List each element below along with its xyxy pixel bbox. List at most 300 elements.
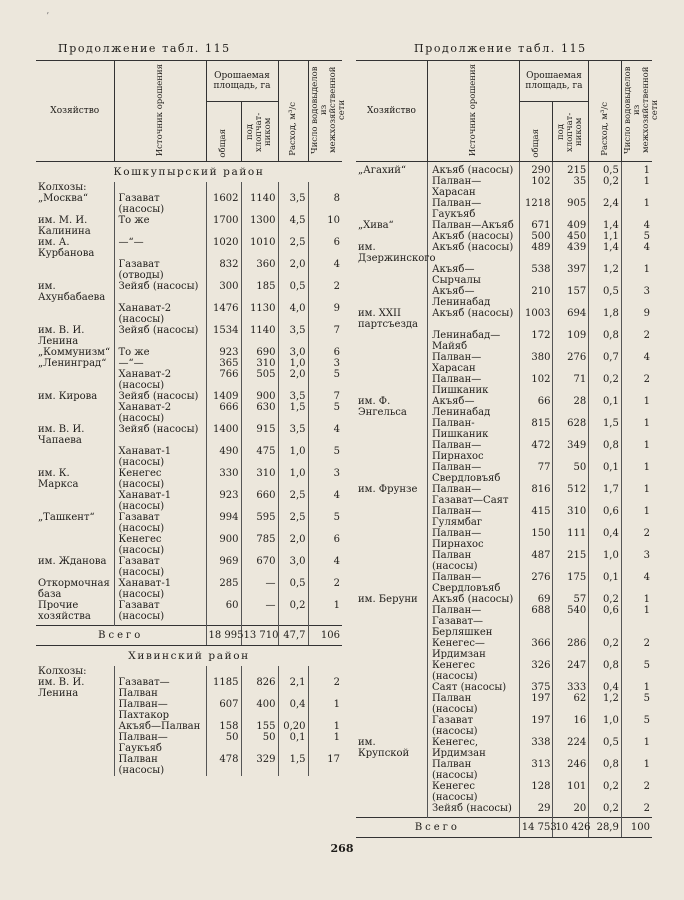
table-row bbox=[36, 347, 342, 358]
area-total-cell: 326 bbox=[519, 660, 553, 682]
table-row bbox=[36, 215, 342, 237]
flow-cell: 1,4 bbox=[589, 242, 622, 264]
header-total: общая bbox=[519, 102, 553, 162]
table-row bbox=[36, 578, 342, 600]
outlet-count-cell: 5 bbox=[621, 231, 652, 242]
outlet-count-cell: 7 bbox=[308, 325, 342, 347]
outlet-count-cell: 5 bbox=[308, 369, 342, 391]
farm-cell bbox=[356, 418, 427, 440]
flow-cell: 3,5 bbox=[278, 424, 308, 446]
farm-cell bbox=[356, 198, 427, 220]
outlet-count-cell: 1 bbox=[621, 396, 652, 418]
flow-cell: 1,0 bbox=[589, 550, 622, 572]
header-flow: Расход, м³/с bbox=[589, 61, 622, 162]
area-cotton-cell: 333 bbox=[553, 682, 589, 693]
table-row bbox=[356, 176, 652, 198]
outlet-count-cell: 2 bbox=[621, 528, 652, 550]
flow-cell: 1,2 bbox=[589, 693, 622, 715]
source-cell: Кенегес (насосы) bbox=[114, 468, 206, 490]
table-row bbox=[356, 682, 652, 693]
table-row bbox=[356, 242, 652, 264]
farm-cell bbox=[36, 402, 114, 424]
source-cell bbox=[114, 666, 206, 677]
outlet-count-cell: 5 bbox=[621, 715, 652, 737]
flow-cell: 1,5 bbox=[589, 418, 622, 440]
area-cotton-cell: 20 bbox=[553, 803, 589, 814]
flow-cell: 1,2 bbox=[589, 264, 622, 286]
area-total-cell: 923 bbox=[206, 347, 241, 358]
farm-cell: им. В. И. Ленина bbox=[38, 677, 85, 699]
table-row bbox=[36, 325, 342, 347]
table-row bbox=[36, 402, 342, 424]
farm-cell bbox=[356, 682, 427, 693]
area-total-cell: 688 bbox=[519, 605, 553, 638]
flow-cell: 0,5 bbox=[278, 578, 308, 600]
total-flow-cell: 47,7 bbox=[278, 626, 308, 646]
area-total-cell: 366 bbox=[519, 638, 553, 660]
outlet-count-cell: 7 bbox=[308, 391, 342, 402]
area-total-cell: 923 bbox=[206, 490, 241, 512]
area-cotton-cell: 900 bbox=[241, 391, 278, 402]
table-row bbox=[36, 534, 342, 556]
area-total-cell: 338 bbox=[519, 737, 553, 759]
right-table-body bbox=[356, 162, 652, 838]
header-farm: Хозяйство bbox=[356, 61, 427, 162]
header-total: общая bbox=[206, 102, 241, 162]
area-cotton-cell: 111 bbox=[553, 528, 589, 550]
header-source: Источник орошения bbox=[427, 61, 519, 162]
farm-cell: „Агахий“ bbox=[358, 165, 407, 176]
page-number: 268 bbox=[330, 842, 354, 855]
flow-cell: 2,5 bbox=[278, 490, 308, 512]
farm-cell: „Коммунизм“ bbox=[38, 347, 111, 358]
outlet-count-cell: 4 bbox=[621, 352, 652, 374]
area-total-cell: 415 bbox=[519, 506, 553, 528]
area-cotton-cell: 224 bbox=[553, 737, 589, 759]
area-total-cell: 478 bbox=[206, 754, 241, 776]
source-cell: Кенегес—Ирдимзан bbox=[427, 638, 519, 660]
source-cell: Саят (насосы) bbox=[427, 682, 519, 693]
table-row bbox=[36, 182, 342, 193]
farm-cell: им. К. Маркса bbox=[38, 468, 79, 490]
outlet-count-cell: 3 bbox=[621, 550, 652, 572]
flow-cell: 0,4 bbox=[589, 528, 622, 550]
source-cell: Зейяб (насосы) bbox=[114, 391, 206, 402]
table-row bbox=[356, 308, 652, 330]
outlet-count-cell bbox=[308, 666, 342, 677]
source-cell: Палван (насосы) bbox=[114, 754, 206, 776]
farm-cell: им. Фрунзе bbox=[358, 484, 418, 495]
area-total-cell: 490 bbox=[206, 446, 241, 468]
farm-cell bbox=[36, 721, 114, 732]
source-cell: Акъяб (насосы) bbox=[427, 308, 519, 330]
farm-cell bbox=[356, 803, 427, 814]
left-table bbox=[36, 60, 347, 776]
area-cotton-cell: 185 bbox=[241, 281, 278, 303]
table-row bbox=[36, 391, 342, 402]
outlet-count-cell: 1 bbox=[621, 506, 652, 528]
area-cotton-cell: 1140 bbox=[241, 325, 278, 347]
area-total-cell: 197 bbox=[519, 715, 553, 737]
area-cotton-cell: 101 bbox=[553, 781, 589, 803]
outlet-count-cell: 1 bbox=[621, 759, 652, 781]
flow-cell: 1,1 bbox=[589, 231, 622, 242]
outlet-count-cell: 1 bbox=[621, 418, 652, 440]
area-total-cell: 994 bbox=[206, 512, 241, 534]
source-cell: Зейяб (насосы) bbox=[427, 803, 519, 814]
area-cotton-cell: 16 bbox=[553, 715, 589, 737]
header-farm: Хозяйство bbox=[36, 61, 114, 162]
outlet-count-cell: 4 bbox=[308, 490, 342, 512]
outlet-count-cell: 2 bbox=[308, 578, 342, 600]
farm-cell bbox=[356, 528, 427, 550]
area-cotton-cell: 109 bbox=[553, 330, 589, 352]
source-cell: Ханават-2 (насосы) bbox=[114, 369, 206, 391]
outlet-count-cell: 2 bbox=[621, 374, 652, 396]
flow-cell: 0,2 bbox=[278, 600, 308, 622]
area-total-cell: 66 bbox=[519, 396, 553, 418]
area-total-cell: 489 bbox=[519, 242, 553, 264]
area-total-cell: 158 bbox=[206, 721, 241, 732]
source-cell: Газават (насосы) bbox=[114, 600, 206, 622]
table-row bbox=[36, 600, 342, 622]
table-row bbox=[356, 286, 652, 308]
outlet-count-cell: 5 bbox=[308, 402, 342, 424]
source-cell: Акъяб—Сырчалы bbox=[427, 264, 519, 286]
area-total-cell: 285 bbox=[206, 578, 241, 600]
area-cotton-cell: 360 bbox=[241, 259, 278, 281]
area-cotton-cell: 157 bbox=[553, 286, 589, 308]
farm-cell bbox=[356, 781, 427, 803]
area-total-cell: 290 bbox=[519, 165, 553, 176]
source-cell: Газават (насосы) bbox=[427, 715, 519, 737]
source-cell: Ханават-1 (насосы) bbox=[114, 446, 206, 468]
area-cotton-cell: 310 bbox=[553, 506, 589, 528]
source-cell: Газават (насосы) bbox=[114, 512, 206, 534]
source-cell: Газават (насосы) bbox=[114, 556, 206, 578]
area-total-cell: 607 bbox=[206, 699, 241, 721]
area-cotton-cell: 276 bbox=[553, 352, 589, 374]
flow-cell: 0,5 bbox=[589, 737, 622, 759]
source-cell: Ханават-2 (насосы) bbox=[114, 402, 206, 424]
area-total-cell: 472 bbox=[519, 440, 553, 462]
source-cell: Палван—Пишканик bbox=[427, 374, 519, 396]
source-cell: Акъяб—Палван bbox=[114, 721, 206, 732]
outlet-count-cell: 4 bbox=[308, 556, 342, 578]
farm-cell bbox=[36, 699, 114, 721]
area-cotton-cell: 57 bbox=[553, 594, 589, 605]
table-row bbox=[36, 732, 342, 754]
source-cell: Палван (насосы) bbox=[427, 759, 519, 781]
area-cotton-cell: 215 bbox=[553, 165, 589, 176]
area-cotton-cell: 905 bbox=[553, 198, 589, 220]
area-cotton-cell: 286 bbox=[553, 638, 589, 660]
area-total-cell: 50 bbox=[206, 732, 241, 754]
outlet-count-cell: 1 bbox=[621, 440, 652, 462]
area-cotton-cell: 310 bbox=[241, 468, 278, 490]
farm-cell: „Хива“ bbox=[358, 220, 394, 231]
outlet-count-cell: 9 bbox=[621, 308, 652, 330]
area-total-cell: 1700 bbox=[206, 215, 241, 237]
farm-cell: Откормочная база bbox=[38, 578, 110, 600]
farm-cell: им. XXII партсъезда bbox=[358, 308, 419, 330]
table-row bbox=[356, 484, 652, 506]
farm-cell bbox=[36, 490, 114, 512]
area-cotton-cell: 71 bbox=[553, 374, 589, 396]
outlet-count-cell: 1 bbox=[308, 600, 342, 622]
area-cotton-cell: 62 bbox=[553, 693, 589, 715]
source-cell: Ханават-1 (насосы) bbox=[114, 578, 206, 600]
area-total-cell: 1409 bbox=[206, 391, 241, 402]
area-cotton-cell: 247 bbox=[553, 660, 589, 682]
area-total-cell: 969 bbox=[206, 556, 241, 578]
outlet-count-cell: 17 bbox=[308, 754, 342, 776]
table-row bbox=[356, 638, 652, 660]
source-cell: Акъяб (насосы) bbox=[427, 231, 519, 242]
table-row bbox=[36, 237, 342, 259]
farm-cell bbox=[356, 264, 427, 286]
source-cell: Палван (насосы) bbox=[427, 550, 519, 572]
farm-cell bbox=[356, 462, 427, 484]
farm-cell: им. Кирова bbox=[38, 391, 98, 402]
area-cotton-cell: 155 bbox=[241, 721, 278, 732]
area-total-cell: 666 bbox=[206, 402, 241, 424]
outlet-count-cell: 6 bbox=[308, 237, 342, 259]
farm-cell: Колхозы: bbox=[38, 666, 87, 677]
flow-cell: 4,0 bbox=[278, 303, 308, 325]
area-cotton-cell: 630 bbox=[241, 402, 278, 424]
source-cell: Палван—Пирнахос bbox=[427, 528, 519, 550]
flow-cell: 1,4 bbox=[589, 220, 622, 231]
table-row bbox=[36, 721, 342, 732]
area-total-cell: 375 bbox=[519, 682, 553, 693]
flow-cell: 0,2 bbox=[589, 594, 622, 605]
table-row bbox=[356, 506, 652, 528]
outlet-count-cell: 4 bbox=[621, 220, 652, 231]
table-row bbox=[36, 556, 342, 578]
table-row bbox=[356, 264, 652, 286]
outlet-count-cell: 4 bbox=[621, 572, 652, 594]
area-cotton-cell: 694 bbox=[553, 308, 589, 330]
farm-cell: им. Ахунбабаева bbox=[38, 281, 106, 303]
source-cell: Палван—Газават—Саят bbox=[427, 484, 519, 506]
flow-cell: 0,2 bbox=[589, 781, 622, 803]
flow-cell bbox=[278, 666, 308, 677]
source-cell: Ханават-2 (насосы) bbox=[114, 303, 206, 325]
table-row bbox=[36, 512, 342, 534]
outlet-count-cell: 3 bbox=[308, 468, 342, 490]
outlet-count-cell: 8 bbox=[308, 193, 342, 215]
area-total-cell: 500 bbox=[519, 231, 553, 242]
farm-cell bbox=[356, 660, 427, 682]
area-cotton-cell: 215 bbox=[553, 550, 589, 572]
table-row bbox=[356, 330, 652, 352]
left-table-caption: Продолжение табл. 115 bbox=[58, 42, 231, 55]
total-cotton-cell: 10 426 bbox=[553, 818, 589, 838]
header-count: Число водовыделов из межхозяйственной сети bbox=[621, 61, 652, 162]
area-cotton-cell: 475 bbox=[241, 446, 278, 468]
area-cotton-cell bbox=[241, 182, 278, 193]
farm-cell bbox=[356, 231, 427, 242]
table-row bbox=[356, 737, 652, 759]
area-total-cell: 1185 bbox=[206, 677, 241, 699]
outlet-count-cell: 5 bbox=[621, 693, 652, 715]
area-total-cell: 832 bbox=[206, 259, 241, 281]
source-cell: —“— bbox=[114, 358, 206, 369]
source-cell: Акъяб (насосы) bbox=[427, 594, 519, 605]
source-cell: Зейяб (насосы) bbox=[114, 424, 206, 446]
farm-cell: им. А. Курбанова bbox=[38, 237, 95, 259]
outlet-count-cell: 1 bbox=[621, 594, 652, 605]
flow-cell: 2,5 bbox=[278, 237, 308, 259]
flow-cell: 1,0 bbox=[589, 715, 622, 737]
outlet-count-cell: 1 bbox=[621, 176, 652, 198]
total-row bbox=[356, 818, 652, 838]
table-row bbox=[356, 594, 652, 605]
source-cell: Палван—Свердловъяб bbox=[427, 572, 519, 594]
farm-cell: им. Ф. Энгельса bbox=[358, 396, 407, 418]
farm-cell bbox=[36, 446, 114, 468]
farm-cell bbox=[356, 506, 427, 528]
source-cell: Кенегес (насосы) bbox=[427, 781, 519, 803]
farm-cell bbox=[356, 572, 427, 594]
total-area-cell: 18 995 bbox=[206, 626, 241, 646]
area-total-cell: 210 bbox=[519, 286, 553, 308]
outlet-count-cell: 10 bbox=[308, 215, 342, 237]
flow-cell: 3,5 bbox=[278, 391, 308, 402]
area-cotton-cell bbox=[241, 666, 278, 677]
farm-cell: Колхозы: bbox=[38, 182, 87, 193]
flow-cell: 0,5 bbox=[589, 165, 622, 176]
area-total-cell: 69 bbox=[519, 594, 553, 605]
flow-cell: 0,2 bbox=[589, 374, 622, 396]
total-flow-cell: 28,9 bbox=[589, 818, 622, 838]
outlet-count-cell: 1 bbox=[621, 484, 652, 506]
outlet-count-cell: 1 bbox=[621, 165, 652, 176]
area-total-cell: 816 bbox=[519, 484, 553, 506]
source-cell: Акъяб (насосы) bbox=[427, 242, 519, 264]
area-total-cell: 150 bbox=[519, 528, 553, 550]
source-cell: Акъяб—Ленинабад bbox=[427, 286, 519, 308]
flow-cell: 0,5 bbox=[589, 286, 622, 308]
outlet-count-cell: 6 bbox=[308, 534, 342, 556]
table-row bbox=[356, 693, 652, 715]
table-row bbox=[356, 462, 652, 484]
total-count-cell: 106 bbox=[308, 626, 342, 646]
area-total-cell: 1003 bbox=[519, 308, 553, 330]
area-total-cell: 766 bbox=[206, 369, 241, 391]
right-table-caption: Продолжение табл. 115 bbox=[414, 42, 587, 55]
table-row bbox=[36, 490, 342, 512]
table-row bbox=[36, 424, 342, 446]
area-cotton-cell: 349 bbox=[553, 440, 589, 462]
table-row bbox=[356, 528, 652, 550]
table-row bbox=[36, 259, 342, 281]
area-total-cell: 172 bbox=[519, 330, 553, 352]
area-cotton-cell: — bbox=[241, 578, 278, 600]
farm-cell: им. Дзержинского bbox=[358, 242, 436, 264]
area-cotton-cell: 50 bbox=[241, 732, 278, 754]
farm-cell bbox=[356, 693, 427, 715]
flow-cell: 0,8 bbox=[589, 330, 622, 352]
header-flow: Расход, м³/с bbox=[278, 61, 308, 162]
area-cotton-cell: 28 bbox=[553, 396, 589, 418]
area-cotton-cell: 310 bbox=[241, 358, 278, 369]
table-row bbox=[356, 374, 652, 396]
outlet-count-cell: 1 bbox=[621, 737, 652, 759]
table-row bbox=[356, 396, 652, 418]
area-total-cell: 1218 bbox=[519, 198, 553, 220]
source-cell: То же bbox=[114, 215, 206, 237]
source-cell: Палван-Пишканик bbox=[427, 418, 519, 440]
area-total-cell: 1020 bbox=[206, 237, 241, 259]
area-total-cell: 1400 bbox=[206, 424, 241, 446]
outlet-count-cell: 2 bbox=[621, 638, 652, 660]
farm-cell: им. М. И. Калинина bbox=[38, 215, 91, 237]
source-cell: Палван—Гаукъяб bbox=[114, 732, 206, 754]
farm-cell bbox=[356, 550, 427, 572]
total-label: Всего bbox=[356, 818, 519, 838]
area-cotton-cell: 246 bbox=[553, 759, 589, 781]
farm-cell: Прочие хозяйства bbox=[38, 600, 91, 622]
source-cell: То же bbox=[114, 347, 206, 358]
header-cotton: под хлопчат-ником bbox=[241, 102, 278, 162]
table-row bbox=[36, 677, 342, 699]
farm-cell bbox=[356, 176, 427, 198]
flow-cell: 0,2 bbox=[589, 176, 622, 198]
source-cell: Палван—Свердловъяб bbox=[427, 462, 519, 484]
header-source: Источник орошения bbox=[114, 61, 206, 162]
table-row bbox=[36, 468, 342, 490]
outlet-count-cell: 1 bbox=[621, 605, 652, 638]
source-cell bbox=[114, 182, 206, 193]
area-cotton-cell: 826 bbox=[241, 677, 278, 699]
flow-cell: 1,7 bbox=[589, 484, 622, 506]
outlet-count-cell: 1 bbox=[308, 721, 342, 732]
page-mark: ʼ bbox=[46, 12, 49, 22]
area-total-cell: 815 bbox=[519, 418, 553, 440]
outlet-count-cell: 2 bbox=[621, 781, 652, 803]
area-cotton-cell: — bbox=[241, 600, 278, 622]
area-total-cell: 487 bbox=[519, 550, 553, 572]
flow-cell bbox=[278, 182, 308, 193]
area-cotton-cell: 397 bbox=[553, 264, 589, 286]
flow-cell: 0,1 bbox=[589, 462, 622, 484]
total-row bbox=[36, 626, 342, 646]
area-cotton-cell: 439 bbox=[553, 242, 589, 264]
outlet-count-cell: 1 bbox=[308, 732, 342, 754]
area-cotton-cell: 540 bbox=[553, 605, 589, 638]
source-cell: Газават (отводы) bbox=[114, 259, 206, 281]
farm-cell: „Москва“ bbox=[38, 193, 88, 204]
flow-cell: 3,0 bbox=[278, 556, 308, 578]
outlet-count-cell: 1 bbox=[621, 682, 652, 693]
flow-cell: 1,0 bbox=[278, 468, 308, 490]
flow-cell: 2,5 bbox=[278, 512, 308, 534]
flow-cell: 0,6 bbox=[589, 605, 622, 638]
farm-cell bbox=[356, 374, 427, 396]
area-cotton-cell: 660 bbox=[241, 490, 278, 512]
flow-cell: 0,2 bbox=[589, 803, 622, 814]
farm-cell bbox=[356, 286, 427, 308]
flow-cell: 0,8 bbox=[589, 440, 622, 462]
farm-cell: им. В. И. Чапаева bbox=[38, 424, 85, 446]
farm-cell: им. Беруни bbox=[358, 594, 418, 605]
area-total-cell: 380 bbox=[519, 352, 553, 374]
flow-cell: 0,8 bbox=[589, 759, 622, 781]
source-cell: Ленинабад—Майяб bbox=[427, 330, 519, 352]
area-cotton-cell: 1300 bbox=[241, 215, 278, 237]
